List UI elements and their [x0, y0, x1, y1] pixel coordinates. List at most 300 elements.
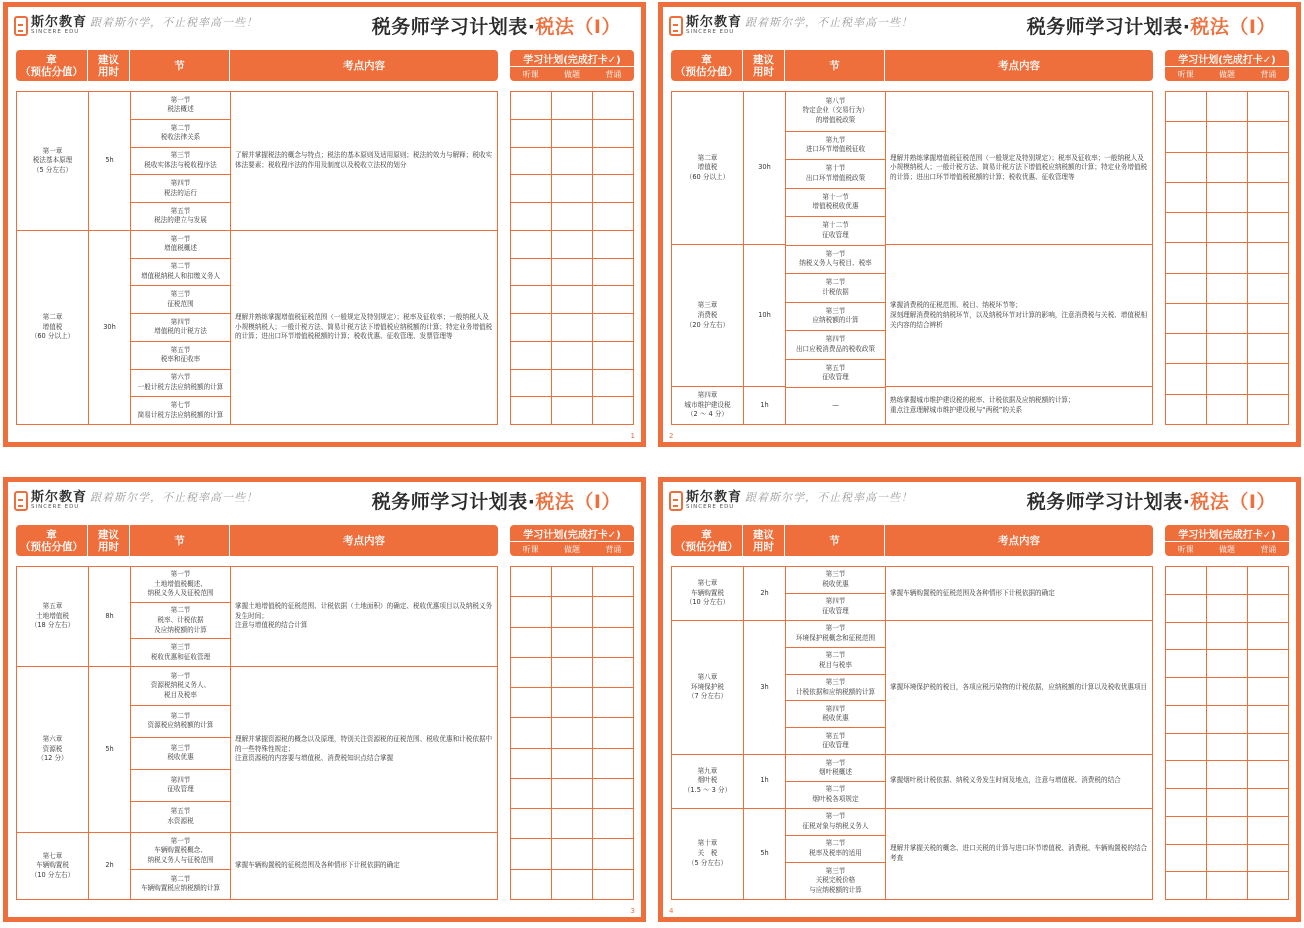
- hours-column: [89, 92, 131, 424]
- chapter-name: 第一章 税法基本原理 （5 分左右）: [17, 92, 88, 231]
- checkbox-cell[interactable]: [552, 718, 592, 748]
- checkbox-cell[interactable]: [1248, 213, 1288, 243]
- recite-checkbox-column: [1248, 92, 1288, 424]
- study-plan-title: 学习计划(完成打卡✓): [1178, 54, 1276, 66]
- checkbox-cell[interactable]: [593, 870, 633, 899]
- checkbox-cell[interactable]: [1207, 304, 1247, 334]
- section-column: [131, 92, 231, 424]
- checkbox-cell[interactable]: [1166, 734, 1206, 762]
- checkbox-cell[interactable]: [1166, 623, 1206, 651]
- chapter-content: 理解并熟练掌握增值税征税范围（一般规定及特别规定）；税率及征收率；一般纳税人及小规模纳税人；一般计税方法、简易计税方法下增值税应纳税额的计算；特定业务增值税的计算；进出口环节增值税税额的计算；税收优惠、征收管理等: [886, 92, 1152, 245]
- checkbox-cell[interactable]: [593, 718, 633, 748]
- col-listen: 听课: [1177, 69, 1194, 79]
- slogan: 跟着斯尔学，不止税率高一些！: [745, 491, 913, 504]
- checkbox-cell[interactable]: [1166, 243, 1206, 273]
- study-checklist: [1165, 566, 1289, 900]
- slogan: 跟着斯尔学，不止税率高一些！: [90, 16, 258, 29]
- checkbox-cell[interactable]: [511, 688, 551, 718]
- checkbox-cell[interactable]: [511, 203, 551, 231]
- col-section: 节: [130, 525, 230, 556]
- chapter-column: [672, 567, 744, 899]
- chapter-name: 第十章 关 税 （5 分左右）: [687, 839, 728, 867]
- checkbox-cell[interactable]: [1248, 734, 1288, 762]
- checkbox-cell[interactable]: [511, 286, 551, 314]
- subject-name: 税法（Ⅰ）: [1190, 491, 1276, 513]
- checkbox-cell[interactable]: [1207, 761, 1247, 789]
- checkbox-cell[interactable]: [1248, 761, 1288, 789]
- section-cell: 第四节 征收管理: [131, 770, 230, 802]
- col-content: 考点内容: [343, 59, 385, 72]
- section-cell: 第二节 计税依据: [786, 274, 885, 303]
- col-recite: 背诵: [605, 544, 622, 554]
- checkbox-cell[interactable]: [1166, 761, 1206, 789]
- practice-checkbox-column: [552, 567, 593, 899]
- section-column: [131, 567, 231, 899]
- brand-name-en: SINCERE EDU: [686, 29, 735, 36]
- checkbox-cell[interactable]: [511, 809, 551, 839]
- checkbox-cell[interactable]: [1248, 845, 1288, 873]
- checkbox-cell[interactable]: [1207, 623, 1247, 651]
- brand-logo-mark-icon: [669, 491, 683, 511]
- study-plan-header: [1165, 525, 1289, 556]
- section-cell: 第三节 税收优惠和征收管理: [131, 639, 230, 666]
- checkbox-cell[interactable]: [1248, 334, 1288, 364]
- brand-logo-mark-icon: [14, 16, 28, 36]
- content-column: [231, 92, 497, 424]
- checkbox-cell[interactable]: [593, 688, 633, 718]
- checkbox-cell[interactable]: [552, 314, 592, 342]
- section-cell: 第九节 进口环节增值税征收: [786, 132, 885, 161]
- plan-table: [671, 566, 1153, 900]
- checkbox-cell[interactable]: [1248, 92, 1288, 122]
- section-cell: 第二节 烟叶税各项规定: [786, 782, 885, 809]
- section-cell: 第一节 征税对象与纳税义务人: [786, 809, 885, 836]
- checkbox-cell[interactable]: [552, 567, 592, 597]
- checkbox-cell[interactable]: [1248, 650, 1288, 678]
- checkbox-cell[interactable]: [1207, 153, 1247, 183]
- checkbox-cell[interactable]: [511, 597, 551, 627]
- section-cell: 第一节 环境保护税概念和征税范围: [786, 621, 885, 648]
- checkbox-cell[interactable]: [552, 286, 592, 314]
- chapter-hours: 30h: [103, 322, 116, 331]
- col-listen: 听课: [1177, 544, 1194, 554]
- checkbox-cell[interactable]: [593, 92, 633, 120]
- checkbox-cell[interactable]: [1248, 678, 1288, 706]
- checkbox-cell[interactable]: [1166, 364, 1206, 394]
- checkbox-cell[interactable]: [511, 231, 551, 259]
- checkbox-cell[interactable]: [1166, 92, 1206, 122]
- section-cell: 第一节 烟叶税概述: [786, 755, 885, 782]
- chapter-content: 掌握消费税的征税范围、税目、纳税环节等； 深刻理解消费税的纳税环节，以及纳税环节对计算的影响，注意消费税与关税、增值税相关内容的结合辨析: [886, 245, 1152, 387]
- checkbox-cell[interactable]: [552, 658, 592, 688]
- checkbox-cell[interactable]: [1207, 364, 1247, 394]
- chapter-name: 第二章 增值税 （60 分以上）: [672, 92, 743, 245]
- checkbox-cell[interactable]: [511, 567, 551, 597]
- checkbox-cell[interactable]: [511, 120, 551, 148]
- checkbox-cell[interactable]: [1207, 122, 1247, 152]
- checkbox-cell[interactable]: [511, 259, 551, 287]
- section-cell: 第二节 税率、计税依据 及应纳税额的计算: [131, 603, 230, 639]
- col-practice: 做题: [563, 69, 580, 79]
- checkbox-cell[interactable]: [593, 779, 633, 809]
- section-cell: 第二节 税目与税率: [786, 648, 885, 675]
- checkbox-cell[interactable]: [552, 259, 592, 287]
- chapter-content: 掌握车辆购置税的征税范围及各种情形下计税依据的确定: [886, 567, 1152, 621]
- section-cell: 第十节 出口环节增值税政策: [786, 160, 885, 189]
- checkbox-cell[interactable]: [1166, 595, 1206, 623]
- brand-logo-mark-icon: [14, 491, 28, 511]
- section-cell: 第六节 一般计税方法应纳税额的计算: [131, 370, 230, 398]
- checkbox-cell[interactable]: [1166, 274, 1206, 304]
- chapter-content: 掌握烟叶税计税依据、纳税义务发生时间及地点，注意与增值税、消费税的结合: [886, 755, 1152, 809]
- subject-name: 税法（Ⅰ）: [535, 491, 621, 513]
- chapter-name: 第七章 车辆购置税 （10 分左右）: [30, 851, 75, 879]
- plan-page-1: [3, 2, 646, 447]
- checkbox-cell[interactable]: [511, 342, 551, 370]
- section-cell: 第三节 税收优惠: [786, 567, 885, 594]
- plan-page-2: [658, 2, 1301, 447]
- col-hours: 建议 用时: [743, 525, 785, 556]
- table-header: [16, 525, 498, 556]
- practice-checkbox-column: [1207, 567, 1248, 899]
- checkbox-cell[interactable]: [511, 92, 551, 120]
- brand-logo: [14, 487, 87, 515]
- checkbox-cell[interactable]: [1166, 817, 1206, 845]
- checkbox-cell[interactable]: [1166, 706, 1206, 734]
- chapter-name: 第六章 资源税 （12 分）: [17, 667, 88, 833]
- brand-name: 斯尔教育: [686, 490, 743, 506]
- section-cell: 第一节 车辆购置税概念、 纳税义务人与征税范围: [131, 833, 230, 869]
- checkbox-cell[interactable]: [1207, 183, 1247, 213]
- slogan: 跟着斯尔学，不止税率高一些！: [90, 491, 258, 504]
- checkbox-cell[interactable]: [511, 658, 551, 688]
- checkbox-cell[interactable]: [552, 749, 592, 779]
- checkbox-cell[interactable]: [593, 397, 633, 424]
- chapter-content: 掌握车辆购置税的征税范围及各种情形下计税依据的确定: [235, 861, 400, 870]
- study-checklist: [1165, 91, 1289, 425]
- checkbox-cell[interactable]: [593, 749, 633, 779]
- page-title: 税务师学习计划表·税法（Ⅰ）: [371, 16, 621, 38]
- checkbox-cell[interactable]: [1207, 92, 1247, 122]
- section-cell: 第三节 税收实体法与税收程序法: [131, 148, 230, 176]
- checkbox-cell[interactable]: [593, 314, 633, 342]
- page-header: [663, 482, 1296, 520]
- chapter-content: 理解并熟练掌握增值税征税范围（一般规定及特别规定）；税率及征收率；一般纳税人及小规模纳税人；一般计税方法、简易计税方法下增值税应纳税额的计算；特定业务增值税的计算；进出口环节增值税税额的计算；税收优惠、征收管理、发票管理等: [235, 313, 493, 341]
- section-cell: 第一节 纳税义务人与税目、税率: [786, 246, 885, 275]
- checkbox-cell[interactable]: [1166, 183, 1206, 213]
- section-column: [786, 567, 886, 899]
- checkbox-cell[interactable]: [1166, 678, 1206, 706]
- col-section: 节: [785, 50, 885, 81]
- checkbox-cell[interactable]: [593, 658, 633, 688]
- col-content: 考点内容: [343, 534, 385, 547]
- plan-table: [671, 91, 1153, 425]
- recite-checkbox-column: [593, 567, 633, 899]
- checkbox-cell[interactable]: [511, 779, 551, 809]
- col-content: 考点内容: [998, 59, 1040, 72]
- checkbox-cell[interactable]: [511, 397, 551, 424]
- section-cell: 第十一节 增值税税收优惠: [786, 189, 885, 218]
- checkbox-cell[interactable]: [593, 809, 633, 839]
- col-section: 节: [785, 525, 885, 556]
- checkbox-cell[interactable]: [552, 231, 592, 259]
- checkbox-cell[interactable]: [1248, 817, 1288, 845]
- brand-name-en: SINCERE EDU: [31, 504, 80, 511]
- col-recite: 背诵: [605, 69, 622, 79]
- checkbox-cell[interactable]: [511, 718, 551, 748]
- section-cell: 第一节 资源税纳税义务人、 税目及税率: [131, 667, 230, 706]
- study-plan-header: [510, 50, 634, 81]
- section-cell: —: [832, 401, 839, 410]
- content-column: [231, 567, 497, 899]
- checkbox-cell[interactable]: [1166, 395, 1206, 424]
- checkbox-cell[interactable]: [1248, 153, 1288, 183]
- checkbox-cell[interactable]: [1207, 395, 1247, 424]
- section-cell: 第四节 税法的运行: [131, 175, 230, 203]
- checkbox-cell[interactable]: [1248, 274, 1288, 304]
- checkbox-cell[interactable]: [511, 870, 551, 899]
- checkbox-cell[interactable]: [1207, 678, 1247, 706]
- checkbox-cell[interactable]: [552, 370, 592, 398]
- checkbox-cell[interactable]: [1166, 872, 1206, 899]
- section-cell: 第一节 税法概述: [131, 92, 230, 120]
- section-cell: 第四节 征收管理: [786, 594, 885, 621]
- chapter-hours: 10h: [744, 245, 785, 387]
- checkbox-cell[interactable]: [1207, 789, 1247, 817]
- chapter-content: 掌握土地增值税的征税范围、计税依据（土地面积）的确定、税收优惠项目以及纳税义务发生时间； 注意与增值税的结合计算: [231, 567, 497, 667]
- plan-page-3: [3, 477, 646, 922]
- chapter-content: 掌握环境保护税的税目，各项应税污染物的计税依据，应纳税额的计算以及税收优惠项目: [886, 621, 1152, 755]
- chapter-name: 第五章 土地增值税 （18 分左右）: [17, 567, 88, 667]
- checkbox-cell[interactable]: [593, 120, 633, 148]
- checkbox-cell[interactable]: [1207, 650, 1247, 678]
- checkbox-cell[interactable]: [552, 628, 592, 658]
- chapter-name: 第八章 环境保护税 （7 分左右）: [672, 621, 743, 755]
- chapter-hours: 1h: [760, 400, 769, 409]
- checkbox-cell[interactable]: [552, 148, 592, 176]
- checkbox-cell[interactable]: [1248, 872, 1288, 899]
- chapter-hours: 30h: [744, 92, 785, 245]
- checkbox-cell[interactable]: [593, 259, 633, 287]
- checkbox-cell[interactable]: [552, 120, 592, 148]
- checkbox-cell[interactable]: [1166, 650, 1206, 678]
- study-plan-header: [1165, 50, 1289, 81]
- section-column: [786, 92, 886, 424]
- checkbox-cell[interactable]: [1248, 789, 1288, 817]
- col-recite: 背诵: [1260, 69, 1277, 79]
- checkbox-cell[interactable]: [1207, 817, 1247, 845]
- chapter-name: 第二章 增值税 （60 分以上）: [30, 313, 75, 341]
- chapter-hours: 5h: [89, 92, 130, 231]
- study-plan-header: [510, 525, 634, 556]
- page-title: 税务师学习计划表·税法（Ⅰ）: [1026, 16, 1276, 38]
- page-number: 2: [669, 432, 674, 440]
- checkbox-cell[interactable]: [593, 628, 633, 658]
- checkbox-cell[interactable]: [1248, 183, 1288, 213]
- chapter-content: 熟练掌握城市维护建设税的税率、计税依据及应纳税额的计算； 重点注意理解城市维护建设税与“两税”的关系: [890, 396, 1075, 414]
- study-checklist: [510, 566, 634, 900]
- checkbox-cell[interactable]: [552, 92, 592, 120]
- section-cell: 第二节 增值税纳税人和扣缴义务人: [131, 259, 230, 287]
- page-header: [8, 7, 641, 45]
- section-cell: 第一节 增值税概述: [131, 231, 230, 259]
- col-practice: 做题: [1218, 69, 1235, 79]
- col-practice: 做题: [1218, 544, 1235, 554]
- chapter-hours: 2h: [744, 567, 785, 621]
- checkbox-cell[interactable]: [1248, 706, 1288, 734]
- chapter-name: 第三章 消费税 （20 分左右）: [672, 245, 743, 387]
- checkbox-cell[interactable]: [511, 370, 551, 398]
- brand-name-en: SINCERE EDU: [686, 504, 735, 511]
- checkbox-cell[interactable]: [552, 809, 592, 839]
- checkbox-cell[interactable]: [552, 175, 592, 203]
- chapter-content: 了解并掌握税法的概念与特点；税法的基本原则及适用原则；税法的效力与解释；税收实体法要素；税收程序法的作用及制度以及税收立法权的划分: [231, 92, 497, 231]
- chapter-name: 第九章 烟叶税 （1.5 ～ 3 分）: [672, 755, 743, 809]
- content-column: [886, 567, 1152, 899]
- checkbox-cell[interactable]: [1248, 567, 1288, 595]
- section-cell: 第二节 税率及税率的适用: [786, 836, 885, 863]
- section-cell: 第四节 出口应税消费品的税收政策: [786, 331, 885, 360]
- checkbox-cell[interactable]: [1207, 734, 1247, 762]
- brand-logo: [14, 12, 87, 40]
- brand-name: 斯尔教育: [31, 490, 88, 506]
- checkbox-cell[interactable]: [511, 839, 551, 869]
- col-section: 节: [130, 50, 230, 81]
- recite-checkbox-column: [593, 92, 633, 424]
- checkbox-cell[interactable]: [1248, 243, 1288, 273]
- col-chapter: 章 （预估分值）: [671, 525, 743, 556]
- checkbox-cell[interactable]: [511, 148, 551, 176]
- listen-checkbox-column: [511, 567, 552, 899]
- page-number: 4: [669, 907, 674, 915]
- checkbox-cell[interactable]: [1166, 304, 1206, 334]
- checkbox-cell[interactable]: [552, 597, 592, 627]
- checkbox-cell[interactable]: [552, 688, 592, 718]
- checkbox-cell[interactable]: [1166, 122, 1206, 152]
- checkbox-cell[interactable]: [593, 597, 633, 627]
- hours-column: [744, 92, 786, 424]
- section-cell: 第三节 税收优惠: [131, 738, 230, 770]
- subject-name: 税法（Ⅰ）: [535, 16, 621, 38]
- chapter-column: [672, 92, 744, 424]
- checkbox-cell[interactable]: [1166, 334, 1206, 364]
- checkbox-cell[interactable]: [511, 628, 551, 658]
- page-header: [663, 7, 1296, 45]
- checkbox-cell[interactable]: [1248, 364, 1288, 394]
- checkbox-cell[interactable]: [511, 314, 551, 342]
- brand-name: 斯尔教育: [686, 15, 743, 31]
- checkbox-cell[interactable]: [552, 342, 592, 370]
- checkbox-cell[interactable]: [1207, 334, 1247, 364]
- hours-column: [89, 567, 131, 899]
- section-cell: 第五节 税率和征收率: [131, 342, 230, 370]
- chapter-content: 理解并掌握资源税的概念以及原理，特别关注资源税的征税范围、税收优惠和计税依据中的一些特殊性规定； 注意资源税的内容要与增值税、消费税知识点结合掌握: [231, 667, 497, 833]
- checkbox-cell[interactable]: [552, 397, 592, 424]
- chapter-hours: 5h: [89, 667, 130, 833]
- page-header: [8, 482, 641, 520]
- section-cell: 第三节 计税依据和应纳税额的计算: [786, 675, 885, 702]
- checkbox-cell[interactable]: [511, 749, 551, 779]
- checkbox-cell[interactable]: [593, 148, 633, 176]
- col-hours: 建议 用时: [743, 50, 785, 81]
- section-cell: 第五节 水资源税: [131, 802, 230, 834]
- section-cell: 第八节 特定企业（交易行为） 的增值税政策: [786, 92, 885, 132]
- checkbox-cell[interactable]: [1207, 243, 1247, 273]
- col-listen: 听课: [522, 544, 539, 554]
- practice-checkbox-column: [552, 92, 593, 424]
- checkbox-cell[interactable]: [511, 175, 551, 203]
- checkbox-cell[interactable]: [1248, 304, 1288, 334]
- plan-table: [16, 566, 498, 900]
- plan-page-4: [658, 477, 1301, 922]
- chapter-hours: 8h: [89, 567, 130, 667]
- checkbox-cell[interactable]: [593, 839, 633, 869]
- checkbox-cell[interactable]: [1248, 395, 1288, 424]
- listen-checkbox-column: [511, 92, 552, 424]
- checkbox-cell[interactable]: [593, 567, 633, 597]
- checkbox-cell[interactable]: [1248, 595, 1288, 623]
- checkbox-cell[interactable]: [1166, 845, 1206, 873]
- checkbox-cell[interactable]: [1207, 213, 1247, 243]
- checkbox-cell[interactable]: [593, 370, 633, 398]
- section-cell: 第三节 征税范围: [131, 286, 230, 314]
- checkbox-cell[interactable]: [1166, 789, 1206, 817]
- checkbox-cell[interactable]: [552, 779, 592, 809]
- checkbox-cell[interactable]: [1166, 567, 1206, 595]
- section-cell: 第三节 应纳税额的计算: [786, 303, 885, 332]
- section-cell: 第二节 资源税应纳税额的计算: [131, 706, 230, 738]
- checkbox-cell[interactable]: [1207, 845, 1247, 873]
- checkbox-cell[interactable]: [1207, 567, 1247, 595]
- chapter-name: 第七章 车辆购置税 （10 分左右）: [672, 567, 743, 621]
- checkbox-cell[interactable]: [1207, 274, 1247, 304]
- study-plan-title: 学习计划(完成打卡✓): [1178, 529, 1276, 541]
- checkbox-cell[interactable]: [593, 286, 633, 314]
- col-chapter: 章 （预估分值）: [671, 50, 743, 81]
- col-chapter: 章 （预估分值）: [16, 525, 88, 556]
- listen-checkbox-column: [1166, 92, 1207, 424]
- checkbox-cell[interactable]: [1248, 623, 1288, 651]
- checkbox-cell[interactable]: [552, 203, 592, 231]
- section-cell: 第二节 车辆购置税应纳税额的计算: [140, 874, 221, 893]
- section-cell: 第五节 征收管理: [786, 360, 885, 389]
- checkbox-cell[interactable]: [593, 203, 633, 231]
- chapter-content: 理解并掌握关税的概念、进口关税的计算与进口环节增值税、消费税、车辆购置税的结合考查: [890, 844, 1148, 862]
- checkbox-cell[interactable]: [593, 175, 633, 203]
- checkbox-cell[interactable]: [593, 342, 633, 370]
- plan-table: [16, 91, 498, 425]
- checkbox-cell[interactable]: [552, 870, 592, 899]
- table-header: [16, 50, 498, 81]
- checkbox-cell[interactable]: [1248, 122, 1288, 152]
- study-plan-title: 学习计划(完成打卡✓): [523, 54, 621, 66]
- brand-logo: [669, 12, 742, 40]
- checkbox-cell[interactable]: [1207, 872, 1247, 899]
- checkbox-cell[interactable]: [1207, 595, 1247, 623]
- study-plan-title: 学习计划(完成打卡✓): [523, 529, 621, 541]
- page-number: 3: [630, 907, 635, 915]
- checkbox-cell[interactable]: [593, 231, 633, 259]
- section-cell: 第四节 增值税的计税方法: [131, 314, 230, 342]
- checkbox-cell[interactable]: [1166, 213, 1206, 243]
- col-hours: 建议 用时: [88, 50, 130, 81]
- checkbox-cell[interactable]: [1207, 706, 1247, 734]
- checkbox-cell[interactable]: [1166, 153, 1206, 183]
- chapter-column: [17, 567, 89, 899]
- checkbox-cell[interactable]: [552, 839, 592, 869]
- content-column: [886, 92, 1152, 424]
- col-chapter: 章 （预估分值）: [16, 50, 88, 81]
